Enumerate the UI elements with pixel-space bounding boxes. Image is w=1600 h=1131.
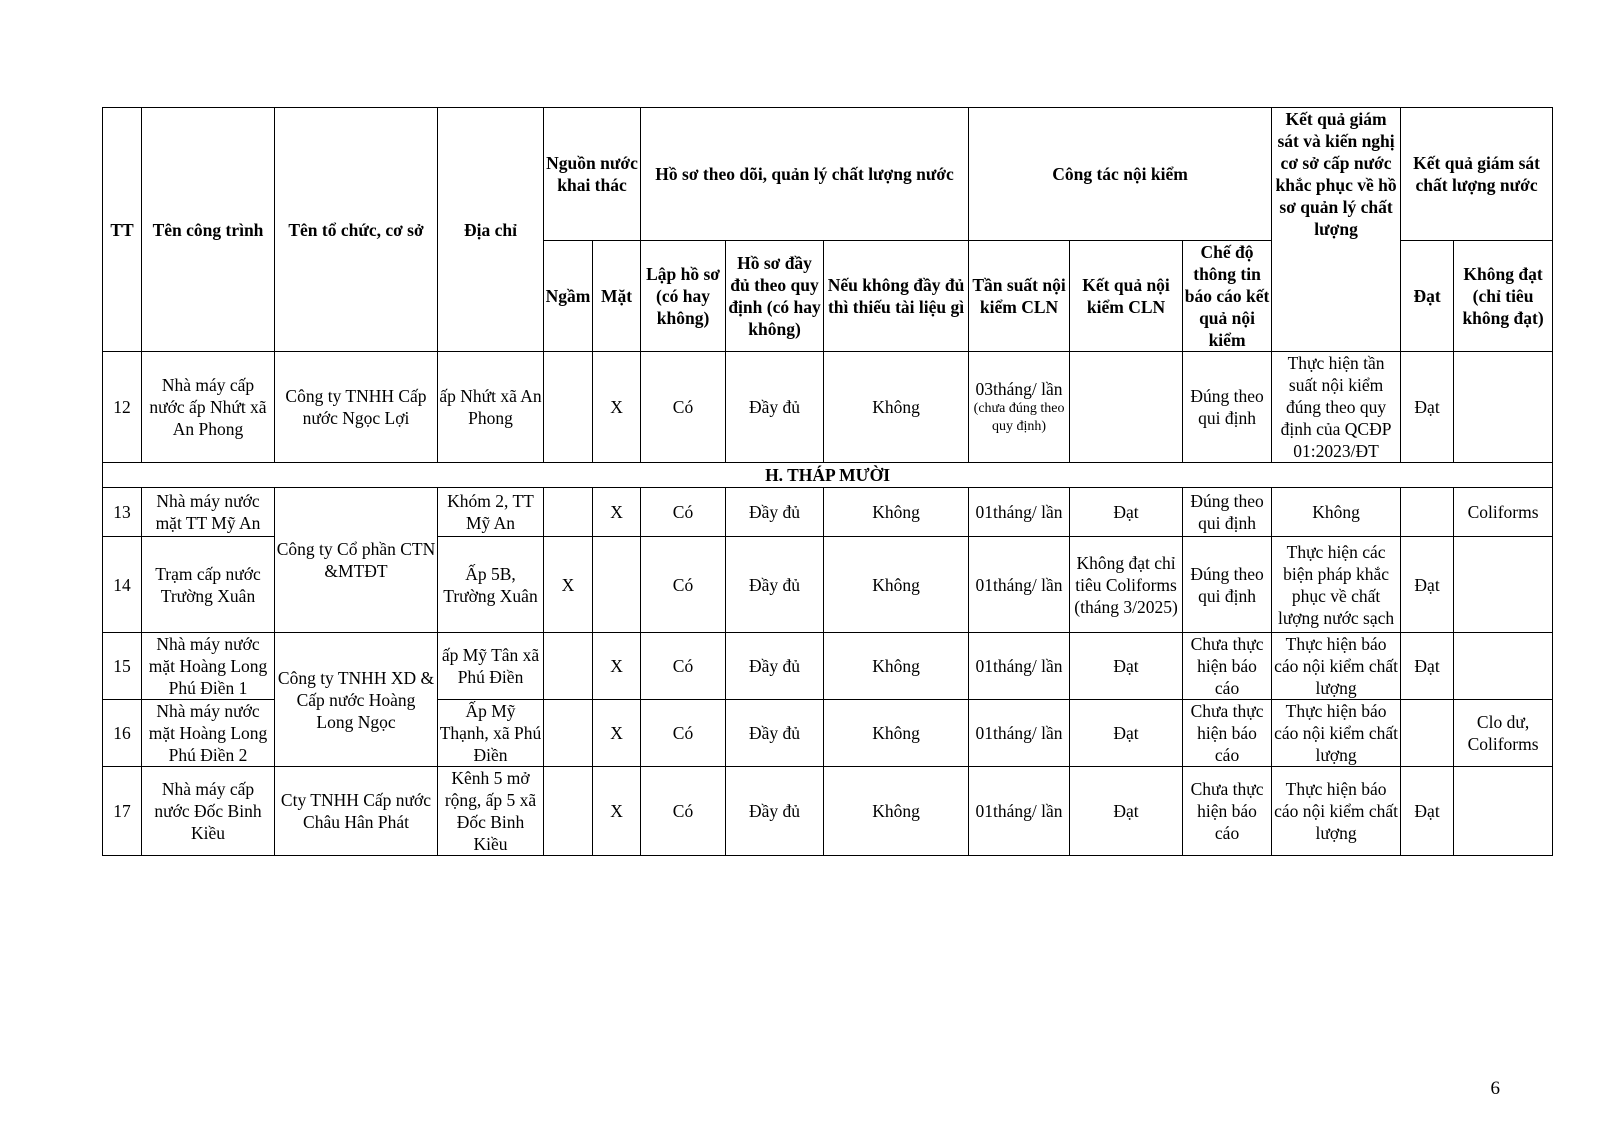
cell-ten-cong-trinh: Nhà máy nước mặt Hoàng Long Phú Điền 2 (142, 700, 275, 767)
cell-ket-qua (1070, 352, 1183, 463)
cell-tan-suat: 01tháng/ lần (969, 633, 1070, 700)
cell-day-du: Đầy đủ (726, 700, 824, 767)
cell-ket-qua: Đạt (1070, 633, 1183, 700)
cell-thieu: Không (824, 537, 969, 633)
cell-khong-dat (1454, 352, 1553, 463)
table-row (103, 633, 1553, 700)
cell-kien-nghi: Thực hiện báo cáo nội kiểm chất lượng (1272, 633, 1401, 700)
cell-tt: 14 (103, 537, 142, 633)
cell-khong-dat: Coliforms (1454, 488, 1553, 537)
cell-tt: 15 (103, 633, 142, 700)
cell-khong-dat: Clo dư, Coliforms (1454, 700, 1553, 767)
water-quality-table (102, 107, 1553, 856)
cell-lap-ho-so: Có (641, 633, 726, 700)
cell-thieu: Không (824, 488, 969, 537)
cell-lap-ho-so: Có (641, 700, 726, 767)
header-ho-so-day-du: Hồ sơ đầy đủ theo quy định (có hay không) (726, 241, 824, 352)
cell-lap-ho-so: Có (641, 488, 726, 537)
table-row (103, 488, 1553, 537)
cell-dat: Đạt (1401, 633, 1454, 700)
cell-tan-suat: 01tháng/ lần (969, 488, 1070, 537)
header-mat: Mặt (593, 241, 641, 352)
header-ho-so: Hồ sơ theo dõi, quản lý chất lượng nước (641, 108, 969, 241)
section-row (103, 463, 1553, 488)
cell-kien-nghi: Thực hiện các biện pháp khắc phục về chất lượng nước sạch (1272, 537, 1401, 633)
cell-che-do: Chưa thực hiện báo cáo (1183, 767, 1272, 856)
cell-kien-nghi: Không (1272, 488, 1401, 537)
table-row (103, 352, 1553, 463)
header-ten-cong-trinh: Tên công trình (142, 108, 275, 352)
cell-ten-cong-trinh: Trạm cấp nước Trường Xuân (142, 537, 275, 633)
cell-to-chuc: Công ty Cổ phần CTN &MTĐT (275, 488, 438, 633)
cell-ngam (544, 767, 593, 856)
header-noi-kiem: Công tác nội kiểm (969, 108, 1272, 241)
cell-to-chuc: Công ty TNHH Cấp nước Ngọc Lợi (275, 352, 438, 463)
header-dat: Đạt (1401, 241, 1454, 352)
cell-ngam (544, 700, 593, 767)
cell-dat (1401, 700, 1454, 767)
header-che-do: Chế độ thông tin báo cáo kết quả nội kiểm (1183, 241, 1272, 352)
cell-tan-suat: 01tháng/ lần (969, 767, 1070, 856)
cell-day-du: Đầy đủ (726, 537, 824, 633)
cell-che-do: Chưa thực hiện báo cáo (1183, 633, 1272, 700)
cell-ten-cong-trinh: Nhà máy cấp nước Đốc Binh Kiều (142, 767, 275, 856)
cell-thieu: Không (824, 767, 969, 856)
cell-mat: X (593, 488, 641, 537)
header-ngam: Ngầm (544, 241, 593, 352)
table-row (103, 767, 1553, 856)
cell-ket-qua: Đạt (1070, 488, 1183, 537)
cell-dat (1401, 488, 1454, 537)
cell-dia-chi: ấp Mỹ Tân xã Phú Điền (438, 633, 544, 700)
header-tan-suat: Tần suất nội kiểm CLN (969, 241, 1070, 352)
header-dia-chi: Địa chỉ (438, 108, 544, 352)
cell-kien-nghi: Thực hiện tần suất nội kiểm đúng theo quy định của QCĐP 01:2023/ĐT (1272, 352, 1401, 463)
cell-khong-dat (1454, 767, 1553, 856)
cell-mat (593, 537, 641, 633)
cell-dia-chi: Ấp 5B, Trường Xuân (438, 537, 544, 633)
cell-ngam (544, 352, 593, 463)
cell-to-chuc: Cty TNHH Cấp nước Châu Hân Phát (275, 767, 438, 856)
header-tt: TT (103, 108, 142, 352)
cell-thieu: Không (824, 633, 969, 700)
cell-dia-chi: Khóm 2, TT Mỹ An (438, 488, 544, 537)
cell-day-du: Đầy đủ (726, 767, 824, 856)
cell-ten-cong-trinh: Nhà máy nước mặt Hoàng Long Phú Điền 1 (142, 633, 275, 700)
cell-tt: 17 (103, 767, 142, 856)
cell-dat: Đạt (1401, 537, 1454, 633)
cell-ket-qua: Đạt (1070, 767, 1183, 856)
header-neu-khong: Nếu không đầy đủ thì thiếu tài liệu gì (824, 241, 969, 352)
cell-lap-ho-so: Có (641, 352, 726, 463)
header-row-1 (103, 108, 1553, 241)
cell-tt: 13 (103, 488, 142, 537)
cell-che-do: Đúng theo qui định (1183, 488, 1272, 537)
header-ten-to-chuc: Tên tổ chức, cơ sở (275, 108, 438, 352)
cell-dia-chi: Kênh 5 mở rộng, ấp 5 xã Đốc Binh Kiều (438, 767, 544, 856)
header-kien-nghi: Kết quả giám sát và kiến nghị cơ sở cấp nước khắc phục về hồ sơ quản lý chất lượng (1272, 108, 1401, 352)
cell-thieu: Không (824, 700, 969, 767)
header-khong-dat: Không đạt (chỉ tiêu không đạt) (1454, 241, 1553, 352)
cell-ten-cong-trinh: Nhà máy cấp nước ấp Nhứt xã An Phong (142, 352, 275, 463)
tan-suat-value: 03tháng/ lần (975, 379, 1063, 399)
cell-ngam (544, 633, 593, 700)
cell-tan-suat (969, 352, 1070, 463)
cell-dat: Đạt (1401, 352, 1454, 463)
cell-dia-chi: Ấp Mỹ Thạnh, xã Phú Điền (438, 700, 544, 767)
header-lap-ho-so: Lập hồ sơ (có hay không) (641, 241, 726, 352)
cell-day-du: Đầy đủ (726, 352, 824, 463)
header-ket-qua-noi-kiem: Kết quả nội kiểm CLN (1070, 241, 1183, 352)
cell-day-du: Đầy đủ (726, 633, 824, 700)
cell-ket-qua: Đạt (1070, 700, 1183, 767)
cell-mat: X (593, 633, 641, 700)
cell-dia-chi: ấp Nhứt xã An Phong (438, 352, 544, 463)
tan-suat-note: (chưa đúng theo quy định) (973, 401, 1065, 434)
cell-ngam (544, 488, 593, 537)
cell-tan-suat: 01tháng/ lần (969, 537, 1070, 633)
cell-tt: 12 (103, 352, 142, 463)
cell-khong-dat (1454, 633, 1553, 700)
cell-day-du: Đầy đủ (726, 488, 824, 537)
cell-ngam: X (544, 537, 593, 633)
cell-lap-ho-so: Có (641, 767, 726, 856)
page-number: 6 (1490, 1078, 1500, 1099)
section-title: H. THÁP MƯỜI (103, 463, 1553, 488)
cell-che-do: Đúng theo qui định (1183, 352, 1272, 463)
cell-che-do: Chưa thực hiện báo cáo (1183, 700, 1272, 767)
cell-ten-cong-trinh: Nhà máy nước mặt TT Mỹ An (142, 488, 275, 537)
cell-to-chuc: Công ty TNHH XD & Cấp nước Hoàng Long Ngọc (275, 633, 438, 767)
cell-kien-nghi: Thực hiện báo cáo nội kiểm chất lượng (1272, 767, 1401, 856)
cell-che-do: Đúng theo qui định (1183, 537, 1272, 633)
cell-lap-ho-so: Có (641, 537, 726, 633)
cell-kien-nghi: Thực hiện báo cáo nội kiểm chất lượng (1272, 700, 1401, 767)
cell-thieu: Không (824, 352, 969, 463)
cell-mat: X (593, 767, 641, 856)
cell-tan-suat: 01tháng/ lần (969, 700, 1070, 767)
cell-mat: X (593, 700, 641, 767)
header-ket-qua-giam-sat: Kết quả giám sát chất lượng nước (1401, 108, 1553, 241)
cell-khong-dat (1454, 537, 1553, 633)
cell-mat: X (593, 352, 641, 463)
cell-ket-qua: Không đạt chỉ tiêu Coliforms (tháng 3/2025) (1070, 537, 1183, 633)
cell-tt: 16 (103, 700, 142, 767)
header-nguon-nuoc: Nguồn nước khai thác (544, 108, 641, 241)
cell-dat: Đạt (1401, 767, 1454, 856)
